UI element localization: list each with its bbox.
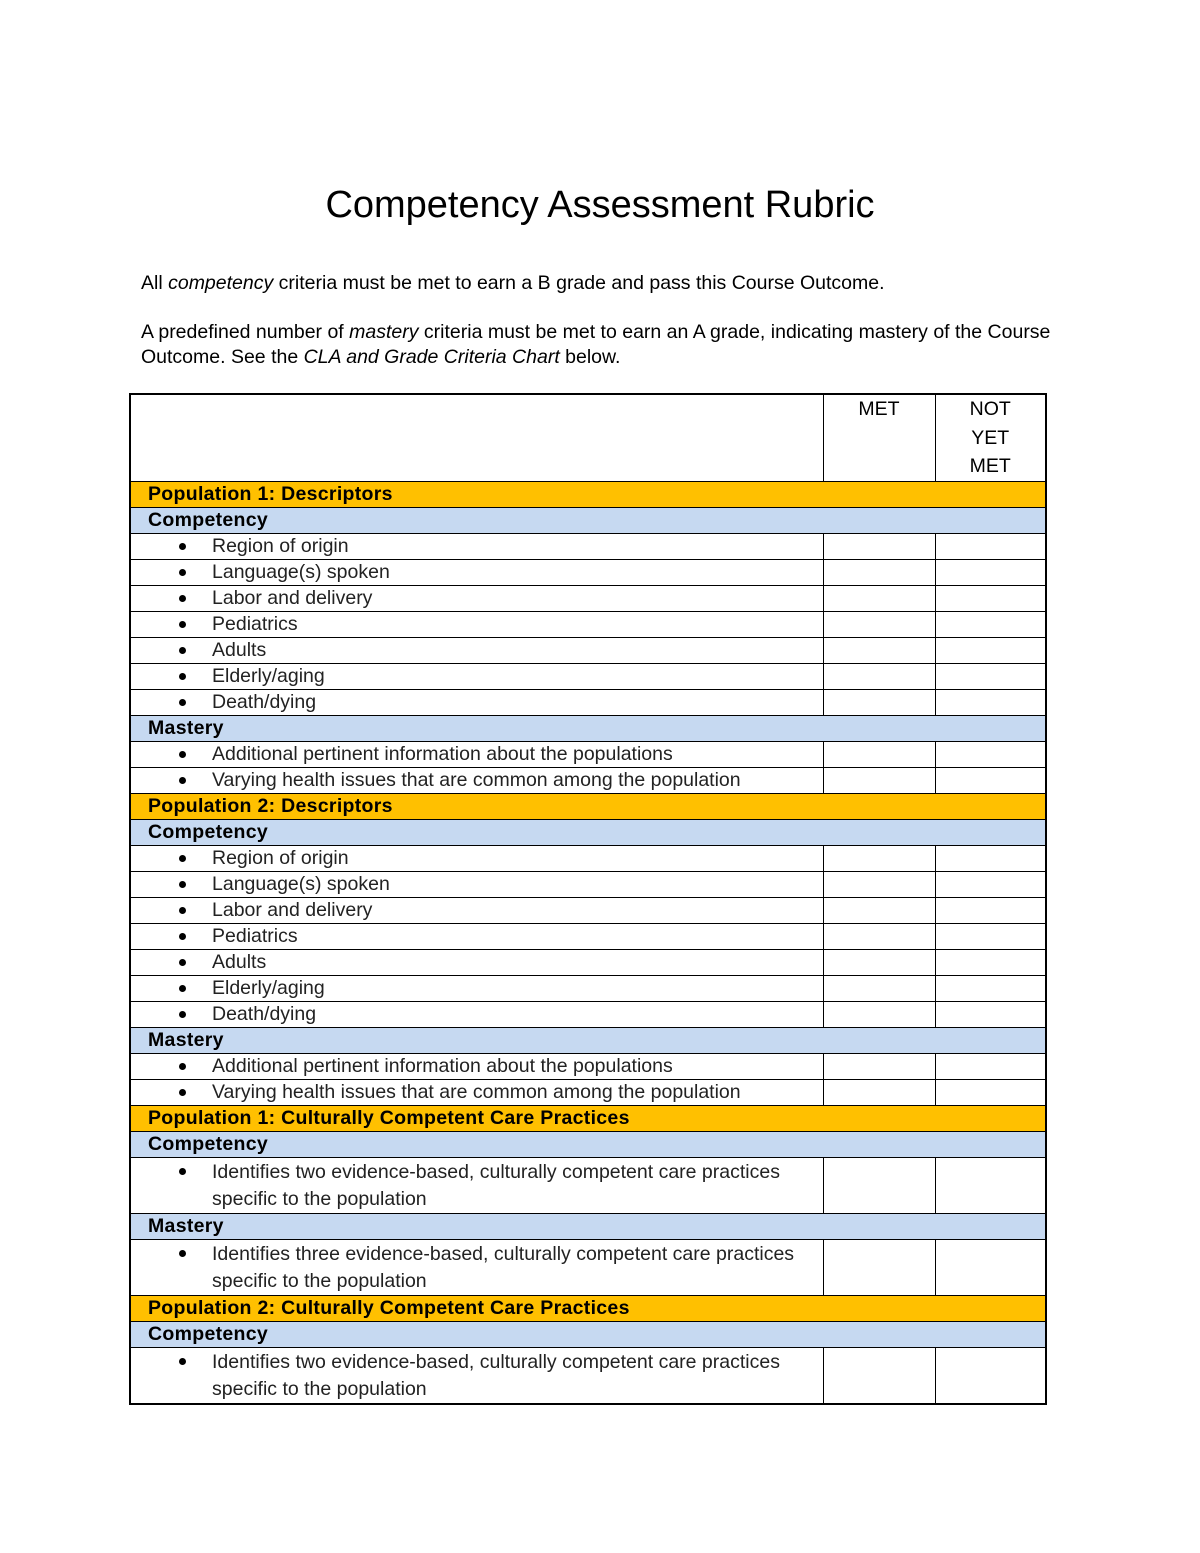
table-row	[130, 637, 1046, 663]
met-cell[interactable]	[823, 1079, 935, 1105]
met-cell[interactable]	[823, 1239, 935, 1295]
page-title: Competency Assessment Rubric	[325, 184, 875, 226]
criterion-text: Death/dying	[212, 1002, 317, 1025]
bullet-icon	[179, 1358, 186, 1365]
table-row	[130, 871, 1046, 897]
not-yet-met-cell[interactable]	[935, 1347, 1046, 1404]
group-header-row	[130, 1131, 1046, 1157]
criterion-text: Additional pertinent information about the populations	[212, 742, 673, 765]
group-header-row	[130, 507, 1046, 533]
bullet-icon	[179, 1168, 186, 1175]
bullet-icon	[179, 673, 186, 680]
criterion-cell	[130, 897, 823, 923]
bullet-icon	[179, 543, 186, 550]
met-cell[interactable]	[823, 1053, 935, 1079]
bullet-icon	[179, 959, 186, 966]
criterion-cell	[130, 767, 823, 793]
bullet-icon	[179, 595, 186, 602]
section-title: Population 2: Descriptors	[130, 793, 1046, 819]
table-row	[130, 689, 1046, 715]
section-header-row	[130, 793, 1046, 819]
header-met-label: MET	[858, 398, 900, 420]
not-yet-met-cell[interactable]	[935, 1001, 1046, 1027]
met-cell[interactable]	[823, 533, 935, 559]
not-yet-met-cell[interactable]	[935, 663, 1046, 689]
intro-text: A predefined number of	[141, 321, 350, 343]
criterion-cell	[130, 585, 823, 611]
table-row	[130, 975, 1046, 1001]
intro-text: All	[141, 272, 169, 294]
criterion-cell	[130, 923, 823, 949]
table-row	[130, 1001, 1046, 1027]
not-yet-met-cell[interactable]	[935, 845, 1046, 871]
intro-text: below.	[559, 346, 621, 368]
bullet-icon	[179, 1250, 186, 1257]
intro-text: criteria must be met to earn a B grade and pass this Course Outcome.	[273, 272, 885, 294]
criterion-text: Labor and delivery	[212, 586, 373, 609]
bullet-icon	[179, 777, 186, 784]
bullet-icon	[179, 699, 186, 706]
not-yet-met-cell[interactable]	[935, 559, 1046, 585]
group-header-row	[130, 1321, 1046, 1347]
met-cell[interactable]	[823, 975, 935, 1001]
met-cell[interactable]	[823, 559, 935, 585]
criterion-cell	[130, 559, 823, 585]
criterion-text: Death/dying	[212, 690, 317, 713]
criterion-text: Elderly/aging	[212, 976, 325, 999]
met-cell[interactable]	[823, 949, 935, 975]
not-yet-met-cell[interactable]	[935, 1053, 1046, 1079]
criterion-cell	[130, 533, 823, 559]
criterion-text: Adults	[212, 638, 267, 661]
table-row	[130, 611, 1046, 637]
criterion-text: Adults	[212, 950, 267, 973]
group-header-row	[130, 1027, 1046, 1053]
met-cell[interactable]	[823, 741, 935, 767]
bullet-icon	[179, 985, 186, 992]
group-label: Mastery	[130, 1213, 1046, 1239]
criterion-cell	[130, 1053, 823, 1079]
table-row	[130, 1347, 1046, 1404]
not-yet-met-cell[interactable]	[935, 637, 1046, 663]
bullet-icon	[179, 933, 186, 940]
criterion-text: Language(s) spoken	[212, 872, 390, 895]
table-row	[130, 923, 1046, 949]
met-cell[interactable]	[823, 923, 935, 949]
criterion-cell	[130, 949, 823, 975]
group-label: Competency	[130, 819, 1046, 845]
intro-text: criteria must be met to earn an A grade, indicating mastery of the Course Outcome. See the	[141, 321, 1051, 368]
criterion-cell	[130, 975, 823, 1001]
header-met	[823, 394, 935, 481]
intro-emphasis: mastery	[349, 321, 419, 343]
criterion-text: Identifies two evidence-based, culturally competent care practices specific to the population	[212, 1160, 780, 1210]
criterion-cell	[130, 663, 823, 689]
not-yet-met-cell[interactable]	[935, 533, 1046, 559]
met-cell[interactable]	[823, 689, 935, 715]
table-row	[130, 767, 1046, 793]
not-yet-met-cell[interactable]	[935, 689, 1046, 715]
criterion-cell	[130, 871, 823, 897]
table-row	[130, 663, 1046, 689]
met-cell[interactable]	[823, 767, 935, 793]
section-header-row	[130, 481, 1046, 507]
met-cell[interactable]	[823, 637, 935, 663]
criterion-cell	[130, 1157, 823, 1213]
group-label: Mastery	[130, 1027, 1046, 1053]
met-cell[interactable]	[823, 1347, 935, 1404]
not-yet-met-cell[interactable]	[935, 741, 1046, 767]
met-cell[interactable]	[823, 585, 935, 611]
table-row	[130, 741, 1046, 767]
group-header-row	[130, 819, 1046, 845]
bullet-icon	[179, 621, 186, 628]
met-cell[interactable]	[823, 611, 935, 637]
table-row	[130, 845, 1046, 871]
not-yet-met-cell[interactable]	[935, 897, 1046, 923]
not-yet-met-cell[interactable]	[935, 923, 1046, 949]
not-yet-met-cell[interactable]	[935, 975, 1046, 1001]
table-row	[130, 533, 1046, 559]
group-header-row	[130, 1213, 1046, 1239]
not-yet-met-cell[interactable]	[935, 871, 1046, 897]
criterion-cell	[130, 1239, 823, 1295]
section-header-row	[130, 1105, 1046, 1131]
criterion-cell	[130, 1079, 823, 1105]
bullet-icon	[179, 907, 186, 914]
criterion-cell	[130, 689, 823, 715]
met-cell[interactable]	[823, 1157, 935, 1213]
header-blank-cell	[130, 394, 823, 481]
section-header-row	[130, 1295, 1046, 1321]
bullet-icon	[179, 1063, 186, 1070]
not-yet-met-cell[interactable]	[935, 585, 1046, 611]
criterion-text: Pediatrics	[212, 924, 298, 947]
group-label: Mastery	[130, 715, 1046, 741]
criterion-text: Region of origin	[212, 846, 349, 869]
criterion-text: Labor and delivery	[212, 898, 373, 921]
intro-emphasis: competency	[168, 272, 274, 294]
table-row	[130, 1079, 1046, 1105]
table-row	[130, 1157, 1046, 1213]
intro-paragraph-competency	[141, 271, 1061, 296]
not-yet-met-cell[interactable]	[935, 767, 1046, 793]
table-row	[130, 1239, 1046, 1295]
intro-paragraph-mastery	[141, 320, 1061, 370]
not-yet-met-cell[interactable]	[935, 1079, 1046, 1105]
not-yet-met-cell[interactable]	[935, 611, 1046, 637]
bullet-icon	[179, 1089, 186, 1096]
criterion-cell	[130, 1347, 823, 1404]
criterion-cell	[130, 1001, 823, 1027]
table-header-row	[130, 394, 1046, 481]
table-row	[130, 897, 1046, 923]
header-not-yet-met-line: MET	[969, 455, 1011, 477]
met-cell[interactable]	[823, 663, 935, 689]
met-cell[interactable]	[823, 1001, 935, 1027]
met-cell[interactable]	[823, 845, 935, 871]
header-not-yet-met-line: YET	[971, 426, 1010, 449]
criterion-text: Pediatrics	[212, 612, 298, 635]
bullet-icon	[179, 647, 186, 654]
bullet-icon	[179, 881, 186, 888]
section-title: Population 1: Culturally Competent Care Practices	[130, 1105, 1046, 1131]
criterion-text: Region of origin	[212, 534, 349, 557]
criterion-cell	[130, 845, 823, 871]
bullet-icon	[179, 855, 186, 862]
criterion-text: Varying health issues that are common among the population	[212, 768, 741, 791]
section-title: Population 2: Culturally Competent Care Practices	[130, 1295, 1046, 1321]
bullet-icon	[179, 1011, 186, 1018]
criterion-text: Identifies two evidence-based, culturally competent care practices specific to the population	[212, 1350, 780, 1400]
bullet-icon	[179, 751, 186, 758]
group-header-row	[130, 715, 1046, 741]
group-label: Competency	[130, 1131, 1046, 1157]
met-cell[interactable]	[823, 897, 935, 923]
criterion-text: Varying health issues that are common among the population	[212, 1080, 741, 1103]
not-yet-met-cell[interactable]	[935, 949, 1046, 975]
bullet-icon	[179, 569, 186, 576]
header-not-yet-met	[935, 394, 1046, 481]
criterion-cell	[130, 611, 823, 637]
criterion-text: Additional pertinent information about the populations	[212, 1054, 673, 1077]
table-row	[130, 559, 1046, 585]
criterion-text: Language(s) spoken	[212, 560, 390, 583]
criterion-cell	[130, 637, 823, 663]
criterion-text: Identifies three evidence-based, culturally competent care practices specific to the population	[212, 1242, 795, 1292]
header-not-yet-met-line: NOT	[969, 398, 1011, 420]
section-title: Population 1: Descriptors	[130, 481, 1046, 507]
rubric-table	[129, 393, 1047, 1405]
group-label: Competency	[130, 507, 1046, 533]
not-yet-met-cell[interactable]	[935, 1239, 1046, 1295]
chart-reference: CLA and Grade Criteria Chart	[303, 346, 560, 368]
met-cell[interactable]	[823, 871, 935, 897]
criterion-text: Elderly/aging	[212, 664, 325, 687]
criterion-cell	[130, 741, 823, 767]
group-label: Competency	[130, 1321, 1046, 1347]
table-row	[130, 949, 1046, 975]
not-yet-met-cell[interactable]	[935, 1157, 1046, 1213]
table-row	[130, 585, 1046, 611]
table-row	[130, 1053, 1046, 1079]
